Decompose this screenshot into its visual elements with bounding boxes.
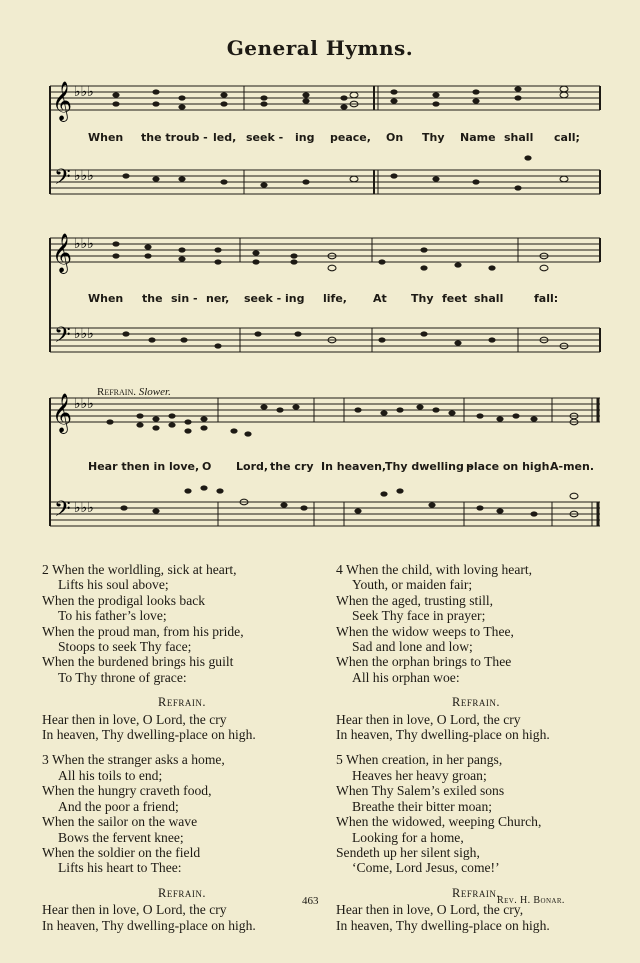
svg-text:♭♭♭: ♭♭♭ <box>74 396 94 412</box>
tempo-marking: Slower. <box>138 386 171 398</box>
verse-line: To Thy throne of grace: <box>58 669 187 685</box>
refrain-block <box>336 695 616 742</box>
verse-line: All his toils to end; <box>58 767 163 783</box>
svg-text:𝄢: 𝄢 <box>54 165 71 195</box>
lyric-syllable: the troub - <box>141 131 208 144</box>
refrain-line: Hear then in love, O Lord, the cry <box>336 711 521 727</box>
refrain-heading: Refrain. <box>158 885 206 900</box>
stanza <box>336 562 616 685</box>
svg-text:♭♭♭: ♭♭♭ <box>74 168 94 184</box>
lyric-syllable: On <box>386 131 404 144</box>
stanza <box>42 562 322 685</box>
verse-line: When the widowed, weeping Church, <box>336 814 542 830</box>
verse-line: All his orphan woe: <box>352 669 460 685</box>
refrain-block <box>336 886 616 933</box>
verse-line: Seek Thy face in prayer; <box>352 608 486 624</box>
lyric-syllable: A-men. <box>550 460 595 473</box>
lyric-syllable: ing <box>285 292 305 305</box>
svg-text:𝄞: 𝄞 <box>52 393 73 433</box>
lyric-syllable: life, <box>323 292 347 305</box>
refrain-heading: Refrain. <box>452 695 500 710</box>
verse-line: 2 When the worldling, sick at heart, <box>42 562 237 577</box>
score-image <box>44 80 606 214</box>
lyric-syllable: Thy dwelling - <box>385 460 473 473</box>
page-title: General Hymns. <box>226 36 414 60</box>
verse-line: When the widow weeps to Thee, <box>336 623 514 639</box>
lyric-syllable: shall <box>504 131 534 144</box>
refrain-line: Hear then in love, O Lord, the cry, <box>336 902 524 918</box>
verse-column-right <box>336 562 616 943</box>
verse-line: 3 When the stranger asks a home, <box>42 752 225 768</box>
page-number: 463 <box>302 895 319 907</box>
verse-line: Looking for a home, <box>352 829 464 845</box>
verse-line: When the sailor on the wave <box>42 814 198 830</box>
refrain-heading: Refrain. <box>452 885 500 900</box>
lyric-syllable: Hear then in love, <box>88 460 200 473</box>
verse-line: Bows the fervent knee; <box>58 829 184 845</box>
verse-line: 4 When the child, with loving heart, <box>336 562 533 577</box>
verse-line: Breathe their bitter moan; <box>352 798 493 814</box>
svg-text:♭♭♭: ♭♭♭ <box>74 326 94 342</box>
lyric-syllable: Lord, <box>236 460 269 473</box>
music-system-1 <box>44 80 606 214</box>
refrain-line: Hear then in love, O Lord, the cry <box>42 902 227 918</box>
verse-line: When the prodigal looks back <box>42 592 206 608</box>
refrain-line: In heaven, Thy dwelling-place on high. <box>42 727 256 743</box>
svg-text:𝄢: 𝄢 <box>54 497 71 527</box>
svg-text:♭♭♭: ♭♭♭ <box>74 84 94 100</box>
verse-column-left <box>42 562 322 943</box>
lyric-syllable: In heaven, <box>321 460 387 473</box>
verse-line: When the orphan brings to Thee <box>336 654 512 670</box>
stanza <box>336 752 616 875</box>
verse-line: Sendeth up her silent sigh, <box>336 844 480 860</box>
refrain-label: Refrain. <box>97 386 136 398</box>
lyric-syllable: call; <box>554 131 580 144</box>
verse-line: Stoops to seek Thy face; <box>58 639 192 655</box>
verse-line: Youth, or maiden fair; <box>352 577 473 593</box>
verse-line: When the soldier on the field <box>42 844 201 860</box>
verse-line: Lifts his soul above; <box>58 577 169 593</box>
verse-line: Lifts his heart to Thee: <box>58 860 182 876</box>
lyric-syllable: the <box>142 292 163 305</box>
author-credit: Rev. H. Bonar. <box>497 895 565 906</box>
stanza <box>42 752 322 875</box>
lyric-syllable: shall <box>474 292 504 305</box>
lyric-syllable: Thy <box>411 292 434 305</box>
refrain-block <box>42 695 322 742</box>
svg-text:♭♭♭: ♭♭♭ <box>74 500 94 516</box>
lyric-syllable: seek - <box>246 131 284 144</box>
lyric-syllable: feet <box>442 292 467 305</box>
verse-line: When the proud man, from his pride, <box>42 623 244 639</box>
svg-text:𝄞: 𝄞 <box>52 233 73 273</box>
lyric-syllable: ner, <box>206 292 230 305</box>
verse-line: 5 When creation, in her pangs, <box>336 752 503 768</box>
svg-text:𝄞: 𝄞 <box>52 81 73 121</box>
verse-line: Heaves her heavy groan; <box>352 767 487 783</box>
verse-line: When the burdened brings his guilt <box>42 654 234 670</box>
lyric-syllable: Name <box>460 131 496 144</box>
lyric-syllable: ing <box>295 131 315 144</box>
verse-line: And the poor a friend; <box>58 798 179 814</box>
verse-line: ‘Come, Lord Jesus, come!’ <box>352 860 500 876</box>
svg-text:♭♭♭: ♭♭♭ <box>74 236 94 252</box>
lyric-syllable: place on high. <box>466 460 554 473</box>
verse-line: Sad and lone and low; <box>352 639 473 655</box>
refrain-line: In heaven, Thy dwelling-place on high. <box>336 727 550 743</box>
lyric-syllable: fall: <box>534 292 559 305</box>
lyric-syllable: Thy <box>422 131 445 144</box>
lyric-syllable: At <box>373 292 387 305</box>
refrain-block <box>42 886 322 933</box>
svg-text:𝄢: 𝄢 <box>54 323 71 353</box>
lyric-syllable: led, <box>213 131 237 144</box>
lyric-syllable: O <box>202 460 212 473</box>
lyric-syllable: the cry <box>270 460 314 473</box>
refrain-heading: Refrain. <box>158 695 206 710</box>
verse-line: When the aged, trusting still, <box>336 592 494 608</box>
verse-line: When Thy Salem’s exiled sons <box>336 783 505 799</box>
lyric-syllable: sin - <box>171 292 198 305</box>
refrain-line: Hear then in love, O Lord, the cry <box>42 711 227 727</box>
refrain-line: In heaven, Thy dwelling-place on high. <box>336 917 550 933</box>
lyric-syllable: seek - <box>244 292 282 305</box>
lyric-syllable: peace, <box>330 131 371 144</box>
lyric-syllable: When <box>88 131 124 144</box>
lyric-syllable: When <box>88 292 124 305</box>
verse-line: To his father’s love; <box>58 608 167 624</box>
refrain-line: In heaven, Thy dwelling-place on high. <box>42 917 256 933</box>
verse-line: When the hungry craveth food, <box>42 783 212 799</box>
